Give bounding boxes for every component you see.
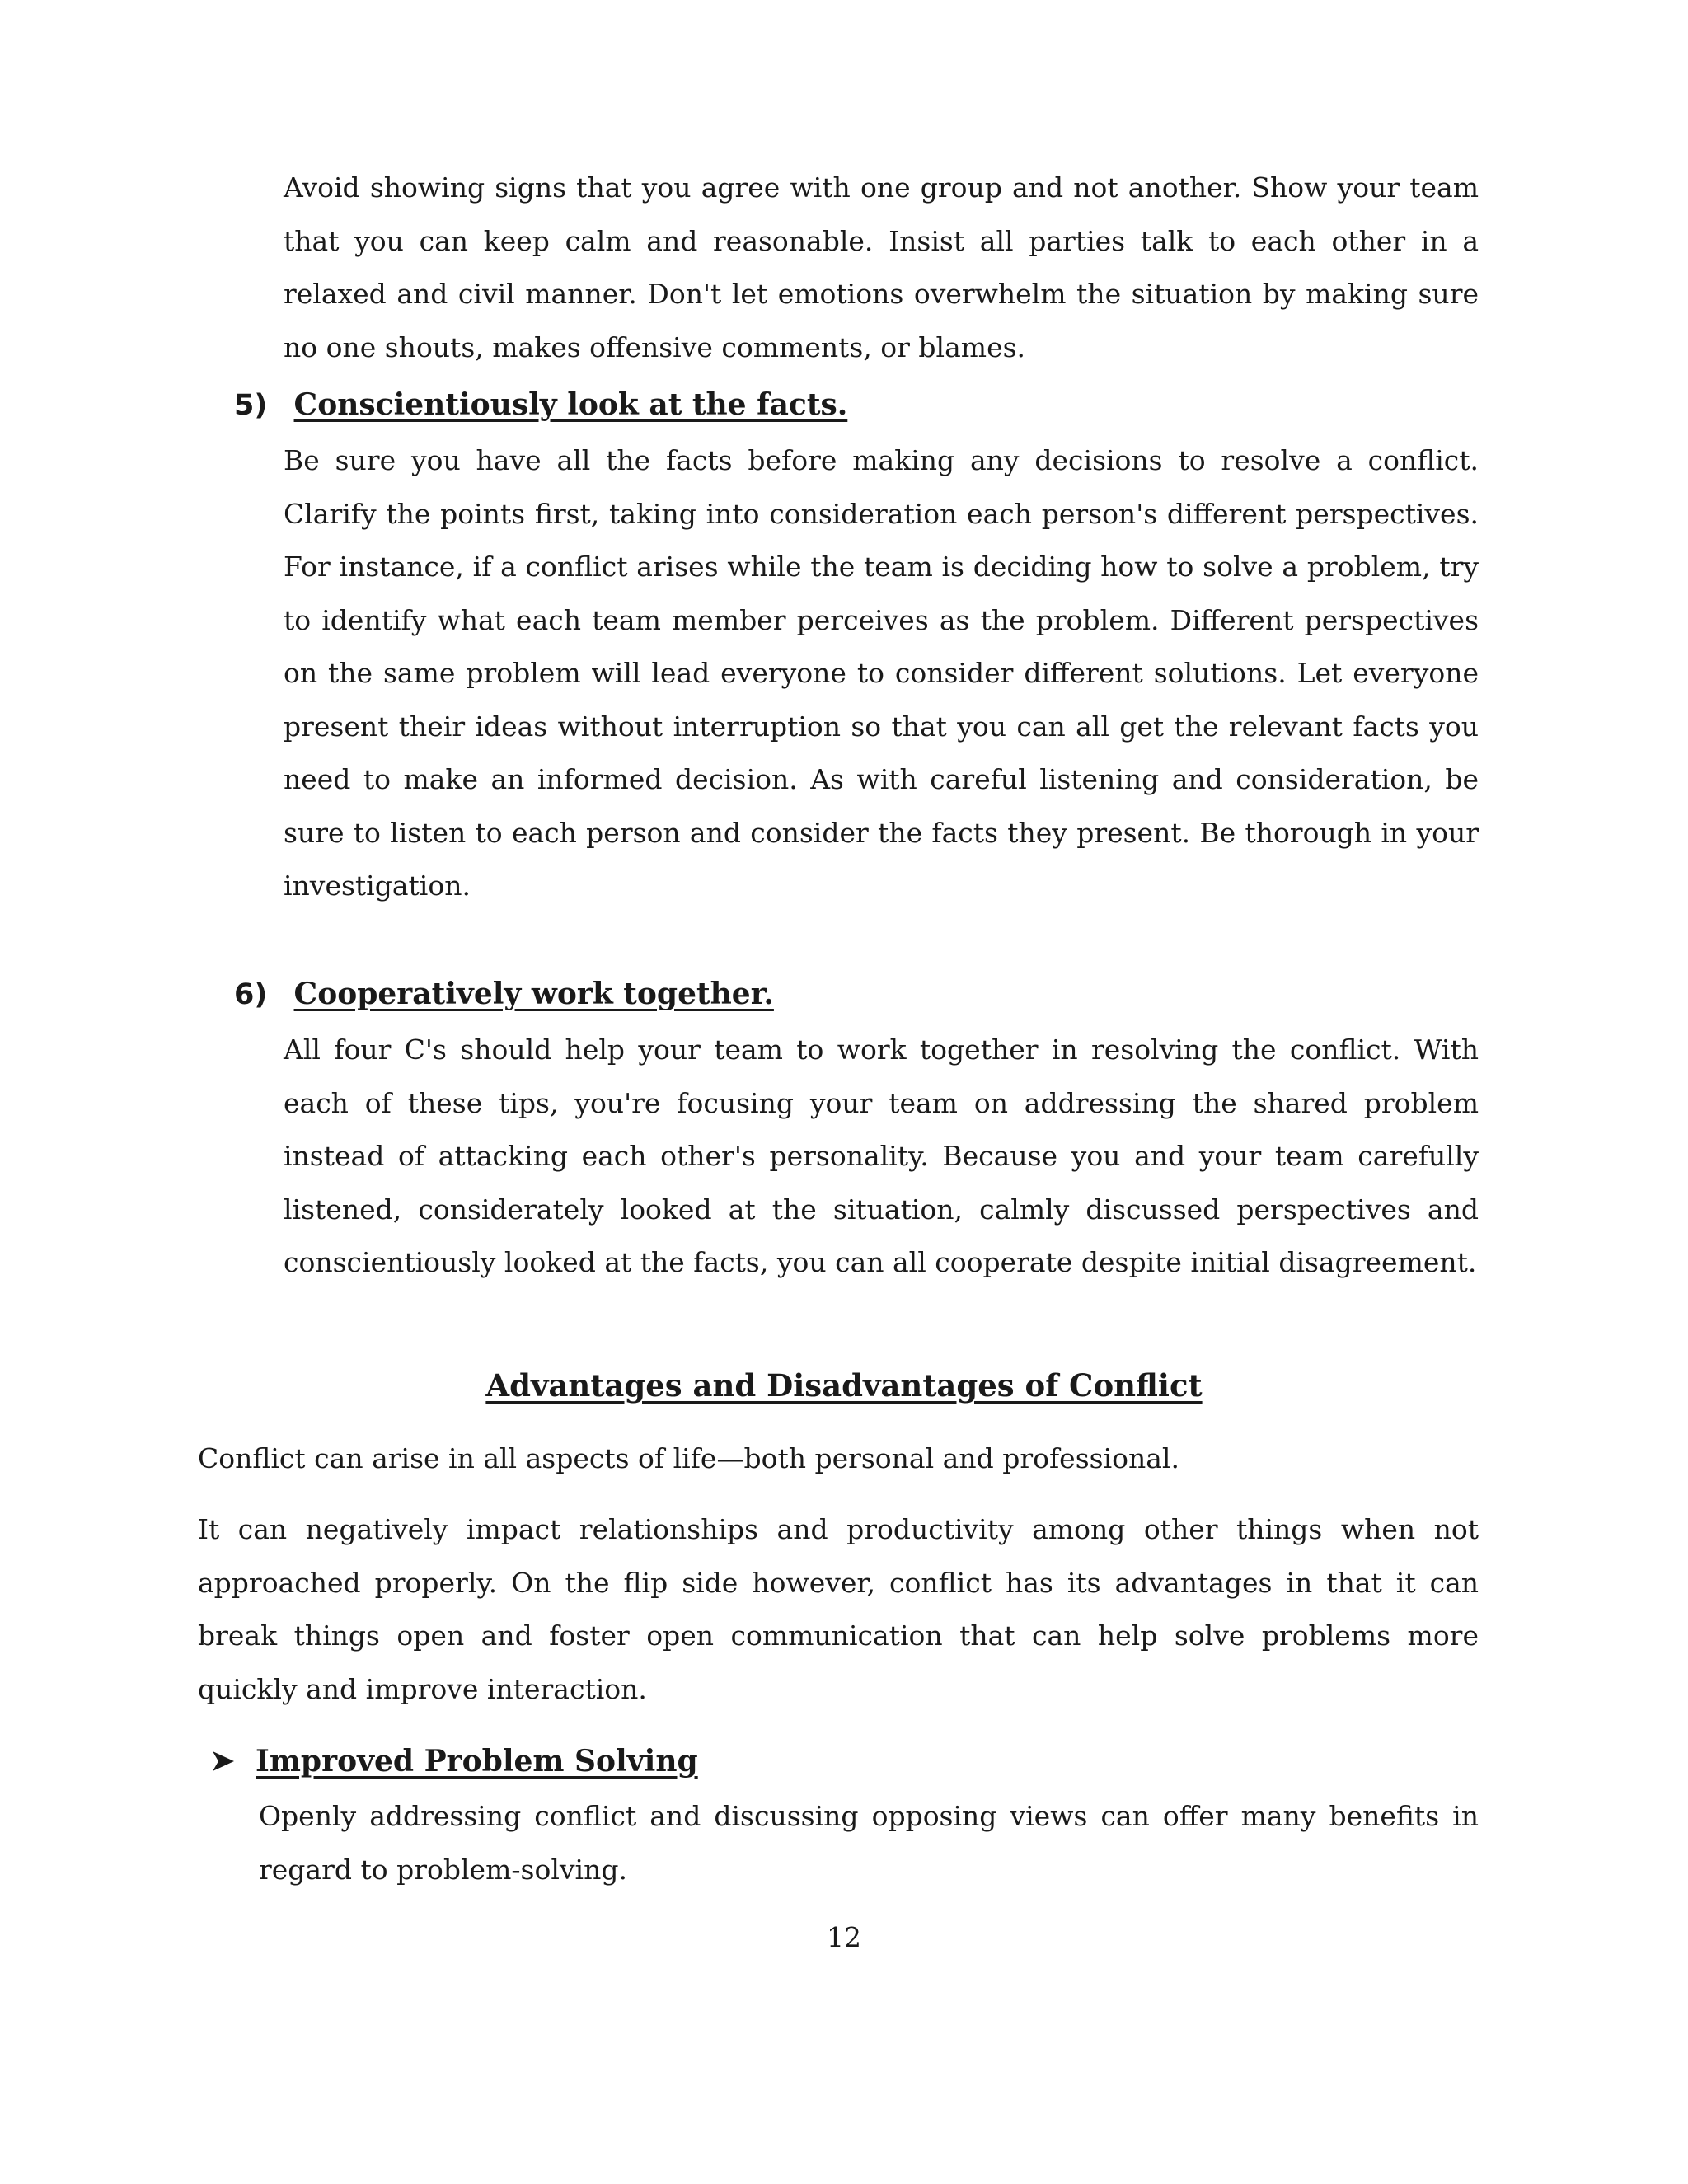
heading-5-title: Conscientiously look at the facts.	[293, 387, 848, 422]
heading-6-number: 6)	[234, 978, 268, 1011]
page-number: 12	[827, 1921, 861, 1953]
paragraph-cooperate: All four C's should help your team to work together in resolving the conflict. With each of these tips, you're focusing your team on addressing the shared problem instead of attacking each other's personality. Because you and your team carefully listened, considerately looked at the situation, calmly discussed perspectives and conscientiously looked at the facts, you can all cooperate despite initial disagreement.	[284, 1033, 1479, 1278]
heading-5	[234, 384, 847, 426]
paragraph-problem-solving: Openly addressing conflict and discussing opposing views can offer many benefits in regard to problem-solving.	[259, 1800, 1479, 1886]
arrowhead-bullet-icon	[211, 1750, 236, 1773]
paragraph-intro-2: It can negatively impact relationships and productivity among other things when not approached properly. On the flip side however, conflict has its advantages in that it can break things open and foster open communication that can help solve problems more quickly and improve interaction.	[198, 1513, 1479, 1705]
heading-6	[234, 973, 774, 1015]
section-title-text: Advantages and Disadvantages of Conflict	[485, 1367, 1203, 1404]
bullet-heading	[211, 1741, 698, 1782]
section-title	[0, 1365, 1688, 1406]
bullet-heading-title: Improved Problem Solving	[256, 1744, 698, 1779]
paragraph-intro-1: Conflict can arise in all aspects of life—both personal and professional.	[198, 1442, 1179, 1474]
heading-5-number: 5)	[234, 389, 268, 422]
paragraph-facts: Be sure you have all the facts before making any decisions to resolve a conflict. Clarify the points first, taking into consideration each person's different perspectives. For instance, if a conflict arises while the team is deciding how to solve a problem, try to identify what each team member perceives as the problem. Different perspectives on the same problem will lead everyone to consider different solutions. Let everyone present their ideas without interruption so that you can all get the relevant facts you need to make an informed decision. As with careful listening and consideration, be sure to listen to each person and consider the facts they present. Be thorough in your investigation.	[284, 444, 1479, 902]
paragraph-stay-calm: Avoid showing signs that you agree with one group and not another. Show your team that you can keep calm and reasonable. Insist all parties talk to each other in a relaxed and civil manner. Don't let emotions overwhelm the situation by making sure no one shouts, makes offensive comments, or blames.	[284, 171, 1479, 363]
heading-6-title: Cooperatively work together.	[293, 977, 774, 1011]
